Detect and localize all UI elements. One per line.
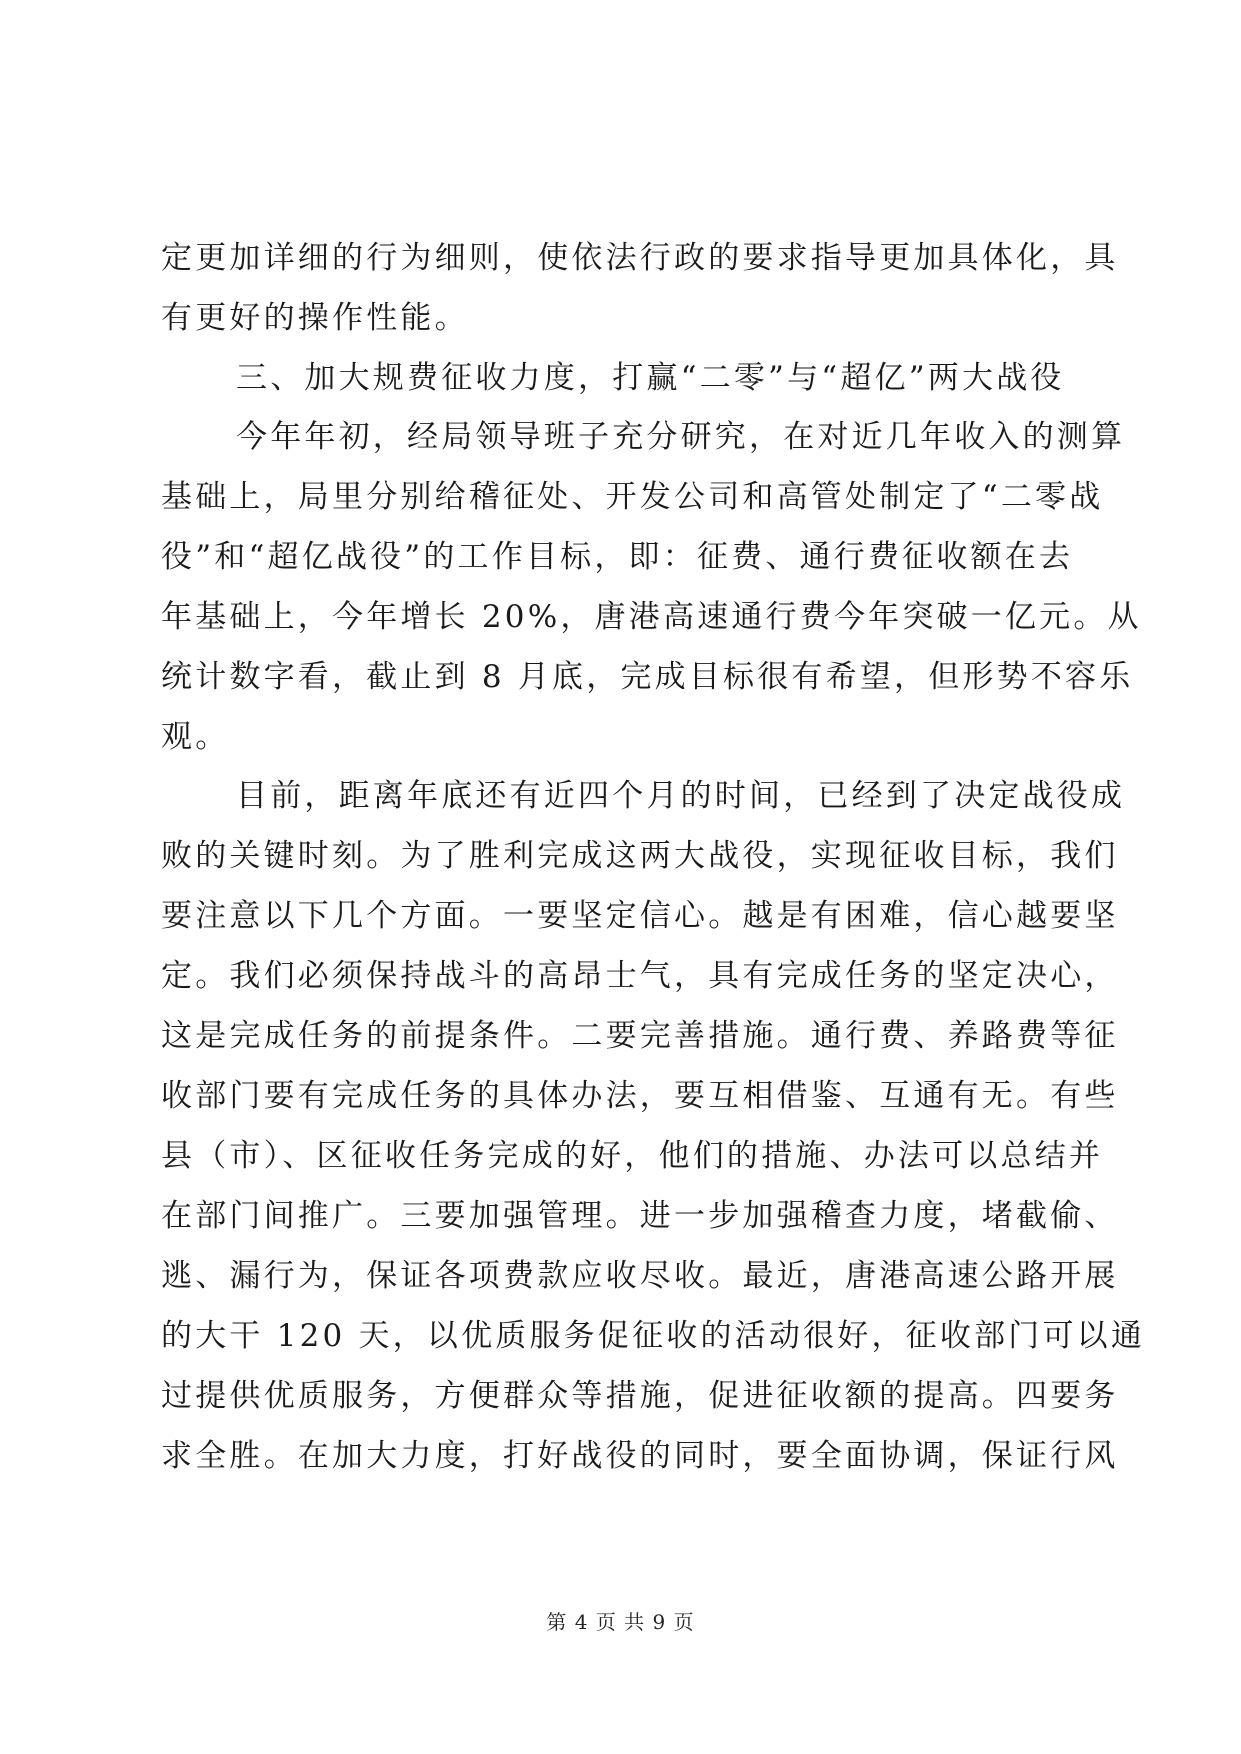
body-text-line: 逃、漏行为，保证各项费款应收尽收。最近，唐港高速公路开展 [161,1258,1119,1294]
body-text-line: 役”和“超亿战役”的工作目标，即：征费、通行费征收额在去 [161,539,1074,575]
body-text-line: 基础上，局里分别给稽征处、开发公司和高管处制定了“二零战 [161,479,1104,515]
body-text-line: 有更好的操作性能。 [161,300,469,336]
body-text-line: 定。我们必须保持战斗的高昂士气，具有完成任务的坚定决心， [161,958,1119,994]
body-text-line: 在部门间推广。三要加强管理。进一步加强稽查力度，堵截偷、 [161,1198,1119,1234]
section-heading: 三、加大规费征收力度，打赢“二零”与“超亿”两大战役 [236,360,1065,396]
body-text-line: 收部门要有完成任务的具体办法，要互相借鉴、互通有无。有些 [161,1078,1119,1114]
body-text-line: 要注意以下几个方面。一要坚定信心。越是有困难，信心越要坚 [161,898,1119,934]
body-text-line: 年基础上，今年增长 20%，唐港高速通行费今年突破一亿元。从 [161,599,1142,635]
body-text-line: 求全胜。在加大力度，打好战役的同时，要全面协调，保证行风 [161,1438,1119,1474]
body-text-line: 县（市）、区征收任务完成的好，他们的措施、办法可以总结并 [161,1138,1104,1174]
body-text-line: 统计数字看，截止到 8 月底，完成目标很有希望，但形势不容乐 [161,659,1134,695]
body-text-line: 观。 [161,719,230,755]
body-text-line: 的大干 120 天，以优质服务促征收的活动很好，征收部门可以通 [161,1318,1146,1354]
body-text-line: 目前，距离年底还有近四个月的时间，已经到了决定战役成 [236,778,1126,814]
body-text-line: 败的关键时刻。为了胜利完成这两大战役，实现征收目标，我们 [161,838,1119,874]
page-number-footer: 第 4 页 共 9 页 [546,1610,695,1634]
body-text-line: 今年年初，经局领导班子充分研究，在对近几年收入的测算 [236,419,1126,455]
body-text-line: 这是完成任务的前提条件。二要完善措施。通行费、养路费等征 [161,1018,1119,1054]
body-text-line: 过提供优质服务，方便群众等措施，促进征收额的提高。四要务 [161,1378,1119,1414]
body-text-line: 定更加详细的行为细则，使依法行政的要求指导更加具体化，具 [161,240,1119,276]
